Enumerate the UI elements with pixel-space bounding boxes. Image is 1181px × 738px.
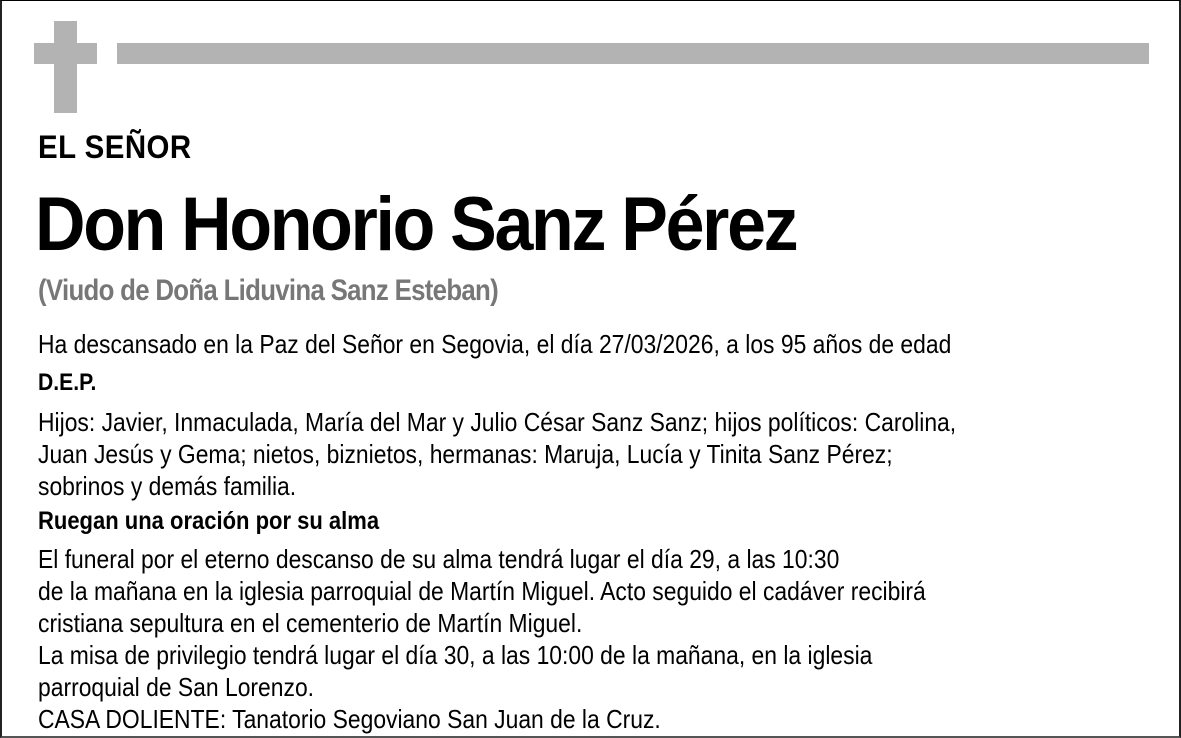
funeral-line: de la mañana en la iglesia parroquial de Martín Miguel. Acto seguido el cadáver recibirá — [38, 576, 926, 606]
death-notice: Ha descansado en la Paz del Señor en Segovia, el día 27/03/2026, a los 95 años de edad — [38, 329, 952, 359]
family-line: Juan Jesús y Gema; nietos, biznietos, hermanas: Maruja, Lucía y Tinita Sanz Pérez; — [38, 439, 893, 469]
family-list — [38, 406, 956, 502]
family-line: Hijos: Javier, Inmaculada, María del Mar y Julio César Sanz Sanz; hijos políticos: Carolina, — [38, 407, 957, 437]
funeral-line: El funeral por el eterno descanso de su alma tendrá lugar el día 29, a las 10:30 — [38, 544, 840, 574]
dep-label: D.E.P. — [38, 369, 97, 396]
deceased-name: Don Honorio Sanz Pérez — [35, 182, 797, 267]
prayer-request: Ruegan una oración por su alma — [38, 507, 380, 535]
family-line: sobrinos y demás familia. — [38, 471, 297, 501]
funeral-line: cristiana sepultura en el cementerio de Martín Miguel. — [38, 608, 583, 638]
cross-icon-arm — [34, 43, 97, 64]
funeral-line: La misa de privilegio tendrá lugar el día 30, a las 10:00 de la mañana, en la iglesia — [38, 640, 873, 670]
widowed-of: (Viudo de Doña Liduvina Sanz Esteban) — [38, 274, 499, 307]
funeral-line: CASA DOLIENTE: Tanatorio Segoviano San Juan de la Cruz. — [38, 704, 661, 734]
funeral-line: parroquial de San Lorenzo. — [38, 672, 315, 702]
funeral-details — [38, 543, 926, 735]
title-prefix: EL SEÑOR — [38, 129, 192, 165]
header-divider-bar — [117, 43, 1149, 64]
cross-icon — [54, 21, 77, 113]
